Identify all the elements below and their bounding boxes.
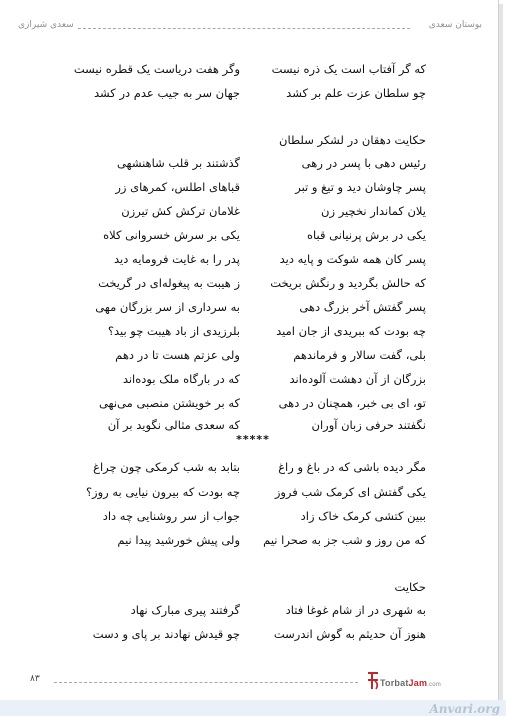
header-divider: [78, 28, 410, 29]
verse-couplet: [0, 627, 506, 645]
verse-couplet: [0, 156, 506, 174]
verse-couplet: [0, 603, 506, 621]
verse-couplet: [0, 348, 506, 366]
verse-left-hemistich: که در بارگاه ملک بوده‌اند: [122, 372, 240, 386]
story-heading: حکایت: [394, 580, 426, 594]
verse-right-hemistich: پسر گفتش آخر بزرگ دهی: [299, 300, 426, 314]
verse-right-hemistich: نگفتند حرفی زبان آوران: [311, 418, 426, 432]
footer-divider: [54, 682, 358, 683]
verse-left-hemistich: ز هیبت به پیغوله‌ای در گریخت: [98, 276, 240, 290]
verse-right-hemistich: بلی، گفت سالار و فرماندهم: [293, 348, 426, 362]
page-number: ۸۳: [30, 674, 40, 684]
logo-part-torbat: Torbat: [380, 678, 409, 688]
verse-couplet: [0, 300, 506, 318]
verse-left-hemistich: وگر هفت دریاست یک قطره نیست: [73, 62, 240, 76]
logo-part-jam: Jam: [408, 678, 428, 688]
header-book-title: بوستان سعدی: [428, 20, 482, 30]
verse-left-hemistich: جواب از سر روشنایی چه داد: [102, 509, 240, 523]
verse-left-hemistich: غلامان ترکش کش تیرزن: [121, 204, 240, 218]
verse-left-hemistich: گذشتند بر قلب شاهنشهی: [116, 156, 240, 170]
verse-left-hemistich: که سعدی مثالی نگوید بر آن: [107, 418, 240, 432]
verse-right-hemistich: که حالش بگردید و رنگش بریخت: [270, 276, 426, 290]
verse-left-hemistich: چو قیدش نهادند بر پای و دست: [92, 627, 240, 641]
verse-left-hemistich: به سرداری از سر بزرگان مهی: [95, 300, 240, 314]
verse-couplet: [0, 86, 506, 104]
verse-left-hemistich: پدر را به غایت فرومایه دید: [114, 252, 240, 266]
verse-couplet: [0, 324, 506, 342]
verse-right-hemistich: چه بودت که ببریدی از جان امید: [276, 324, 426, 338]
verse-left-hemistich: که بر خویشتن منصبی می‌نهی: [98, 396, 240, 410]
verse-right-hemistich: به شهری در از شام غوغا فتاد: [285, 603, 426, 617]
verse-left-hemistich: ولی عزتم هست تا در دهم: [115, 348, 240, 362]
section-separator: *****: [236, 433, 270, 446]
verse-left-hemistich: جهان سر به جیب عدم در کشد: [94, 86, 240, 100]
verse-right-hemistich: پسر چاوشان دید و تیغ و تبر: [295, 180, 426, 194]
verse-right-hemistich: هنوز آن حدیثم به گوش اندرست: [273, 627, 426, 641]
verse-right-hemistich: چو سلطان عزت علم بر کشد: [286, 86, 426, 100]
story-heading: حکایت دهقان در لشکر سلطان: [279, 133, 426, 147]
verse-left-hemistich: بتابد به شب کرمکی چون چراغ: [93, 460, 240, 474]
verse-left-hemistich: ولی پیش خورشید پیدا نیم: [117, 533, 240, 547]
verse-couplet: [0, 204, 506, 222]
verse-couplet: [0, 372, 506, 390]
verse-couplet: [0, 276, 506, 294]
verse-left-hemistich: بلرزیدی از باد هیبت چو بید؟: [107, 324, 240, 338]
verse-right-hemistich: مگر دیده باشی که در باغ و راغ: [278, 460, 426, 474]
logo-wordmark: [380, 678, 441, 688]
verse-right-hemistich: یکی در برش پرنیانی قباه: [306, 228, 426, 242]
verse-right-hemistich: پسر کان همه شوکت و پایه دید: [279, 252, 426, 266]
verse-right-hemistich: که من روز و شب جز به صحرا نیم: [263, 533, 426, 547]
verse-couplet: [0, 485, 506, 503]
verse-left-hemistich: یکی بر سرش خسروانی کلاه: [103, 228, 240, 242]
verse-couplet: [0, 460, 506, 478]
verse-couplet: [0, 180, 506, 198]
verse-couplet: [0, 252, 506, 270]
verse-right-hemistich: رئیس دهی با پسر در رهی: [301, 156, 426, 170]
verse-left-hemistich: گرفتند پیری مبارک نهاد: [130, 603, 240, 617]
verse-right-hemistich: بزرگان از آن دهشت آلوده‌اند: [289, 372, 426, 386]
site-watermark: Anvari.org: [429, 702, 500, 716]
verse-right-hemistich: ببین کتشی کرمک خاک زاد: [300, 509, 426, 523]
verse-left-hemistich: چه بودت که بیرون نیایی به روز؟: [85, 485, 240, 499]
verse-couplet: [0, 62, 506, 80]
verse-right-hemistich: که گر آفتاب است یک ذره نیست: [271, 62, 426, 76]
header-author: سعدی شیرازی: [18, 20, 74, 30]
verse-left-hemistich: قباهای اطلس، کمرهای زر: [115, 180, 240, 194]
verse-right-hemistich: تو، ای بی خبر، همچنان در دهی: [278, 396, 426, 410]
verse-right-hemistich: یکی گفتش ای کرمک شب فروز: [274, 485, 426, 499]
logo-suffix: .com: [427, 682, 441, 688]
verse-right-hemistich: یلان کماندار نخچیر زن: [321, 204, 426, 218]
verse-couplet: [0, 509, 506, 527]
verse-couplet: [0, 396, 506, 414]
verse-couplet: [0, 533, 506, 551]
verse-couplet: [0, 228, 506, 246]
